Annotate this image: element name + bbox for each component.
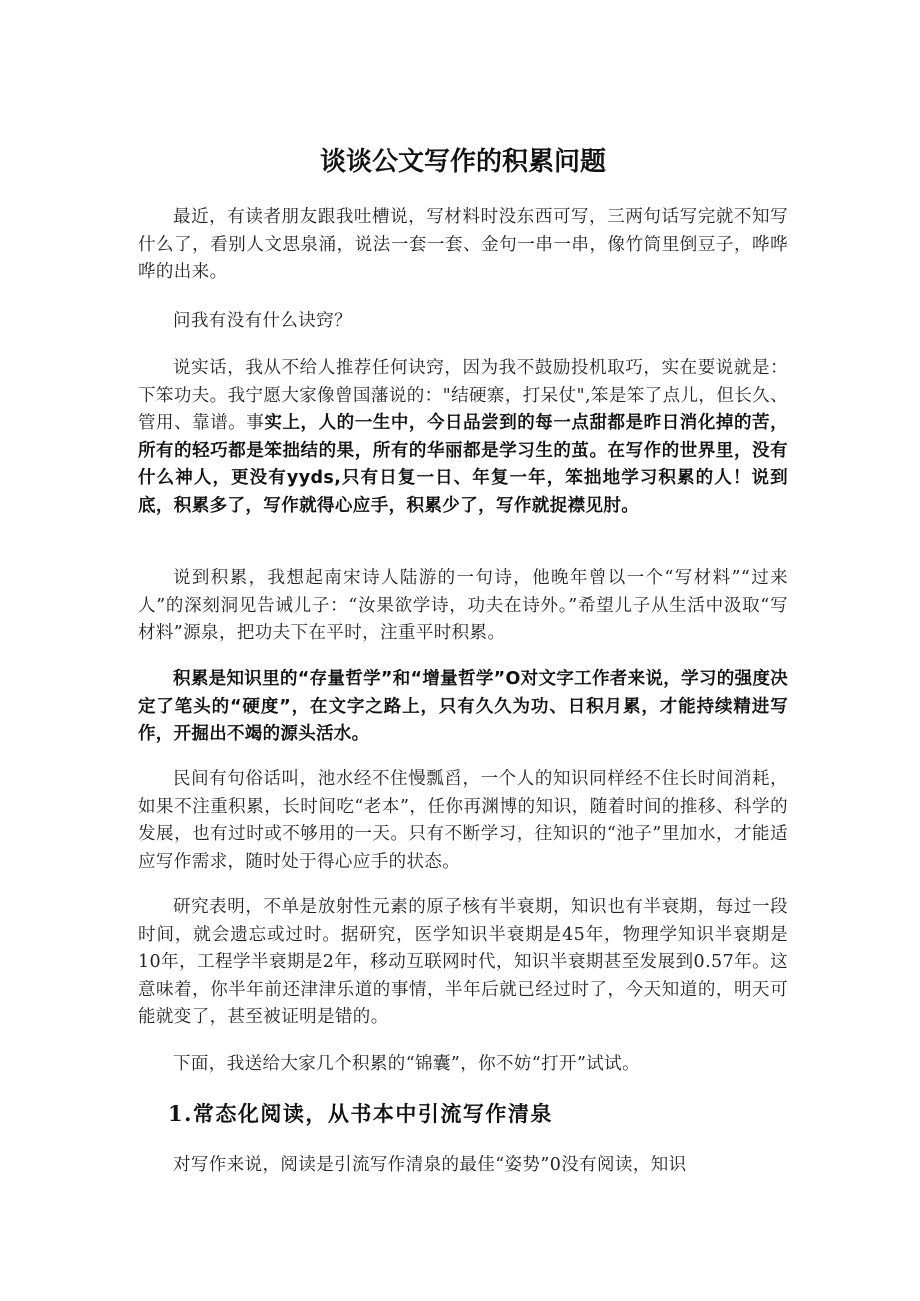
paragraph-3-normal-text: 说实话，我从不给人推荐任何诀窍，因为我不鼓励投机取巧，实在要说就是：下笨功夫。我宁愿大家像曾国藩说的："结硬寨，打呆仗",笨是笨了点儿，但长久、管用、靠谱。事	[138, 358, 788, 433]
paragraph-7: 研究表明，不单是放射性元素的原子核有半衰期，知识也有半衰期，每过一段时间，就会遗忘或过时。据研究，医学知识半衰期是45年，物理学知识半衰期是10年，工程学半衰期是2年，移动互联网时代，知识半衰期甚至发展到0.57年。这意味着，你半年前还津津乐道的事情，半年后就已经过时了，今天知道的，明天可能就变了，甚至被证明是错的。	[138, 897, 788, 1027]
paragraph-6: 民间有句俗话叫，池水经不住慢瓢舀，一个人的知识同样经不住长时间消耗，如果不注重积累，长时间吃“老本”，任你再渊博的知识，随着时间的推移、科学的发展，也有过时或不够用的一天。只有不断学习，往知识的“池子”里加水，才能适应写作需求，随时处于得心应手的状态。	[138, 769, 788, 872]
paragraph-3-bold-text: 实上，人的一生中，今日品尝到的每一点甜都是昨日消化掉的苦，所有的轻巧都是笨拙结的果，所有的华丽都是学习生的茧。在写作的世界里，没有什么神人，更没有yyds,只有日复一日、年复一年，笨拙地学习积累的人！说到底，积累多了，写作就得心应手，积累少了，写作就捉襟见肘。	[138, 413, 788, 516]
paragraph-2: 问我有没有什么诀窍？	[173, 311, 352, 331]
section-heading-1: 1.常态化阅读，从书本中引流写作清泉	[168, 1101, 553, 1126]
document-title: 谈谈公文写作的积累问题	[319, 147, 606, 177]
paragraph-3	[138, 355, 788, 520]
paragraph-4: 说到积累，我想起南宋诗人陆游的一句诗，他晚年曾以一个“写材料”“过来人”的深刻洞见告诫儿子：“汝果欲学诗，功夫在诗外。”希望儿子从生活中汲取“写材料”源泉，把功夫下在平时，注重平时积累。	[138, 568, 788, 643]
paragraph-1: 最近，有读者朋友跟我吐槽说，写材料时没东西可写，三两句话写完就不知写什么了，看别人文思泉涌，说法一套一套、金句一串一串，像竹筒里倒豆子，哗哗哗的出来。	[138, 207, 788, 282]
paragraph-8: 下面，我送给大家几个积累的“锦囊”，你不妨“打开”试试。	[173, 1054, 640, 1074]
paragraph-9: 对写作来说，阅读是引流写作清泉的最佳“姿势”0没有阅读，知识	[173, 1155, 687, 1175]
paragraph-5-bold: 积累是知识里的“存量哲学”和“增量哲学”O对文字工作者来说，学习的强度决定了笔头的“硬度”，在文字之路上，只有久久为功、日积月累，才能持续精进写作，开掘出不竭的源头活水。	[138, 669, 788, 744]
